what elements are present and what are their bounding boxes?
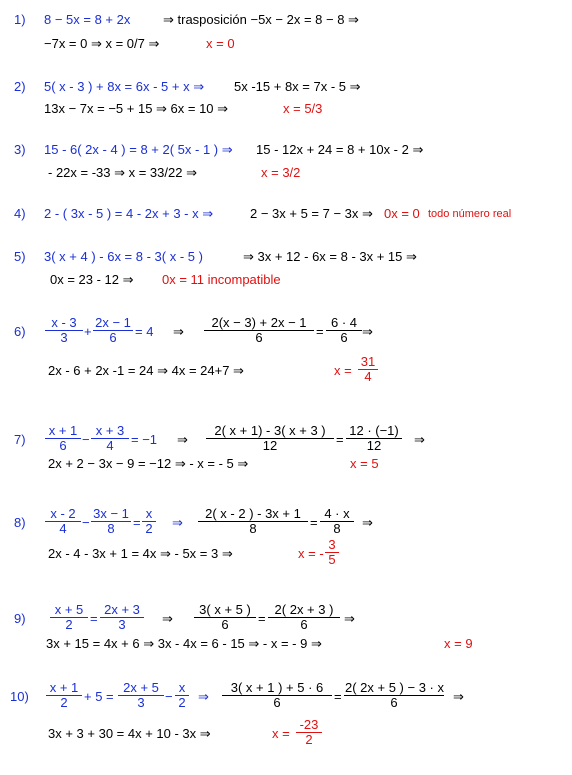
fraction: $\frac{x}{2}$: [175, 681, 189, 710]
fraction: $\frac{12 \cdot (-1)}{12}$: [346, 424, 402, 453]
fraction: $\frac{2x + 5}{3}$: [118, 681, 164, 710]
answer: x = 0: [206, 36, 235, 51]
implies-arrow: ⇒: [414, 432, 425, 447]
fraction: $\frac{x}{2}$: [142, 507, 156, 536]
implies-arrow: ⇒: [177, 432, 188, 447]
step: ⇒ 3x + 12 - 6x = 8 - 3x + 15 ⇒: [243, 249, 417, 264]
implies-arrow: ⇒: [173, 324, 184, 339]
step: 15 - 12x + 24 = 8 + 10x - 2 ⇒: [256, 142, 424, 157]
equation: 3( x + 4 ) - 6x = 8 - 3( x - 5 ): [44, 249, 203, 264]
implies-arrow: ⇒: [362, 324, 373, 339]
answer-label: x =: [272, 726, 290, 741]
fraction: $\frac{x + 1}{2}$: [46, 681, 82, 710]
answer-fraction: $\frac{-23}{2}$: [296, 718, 322, 747]
equation: 5( x - 3 ) + 8x = 6x - 5 + x ⇒: [44, 79, 205, 94]
fraction: $\frac{x - 3}{3}$: [45, 316, 83, 345]
step: ⇒ trasposición −5x − 2x = 8 − 8 ⇒: [163, 12, 359, 27]
problem-number: 1): [14, 12, 26, 27]
equals: = 4: [135, 324, 154, 339]
answer-fraction: $\frac{3}{5}$: [325, 538, 339, 567]
step: 0x = 23 - 12 ⇒: [50, 272, 134, 287]
fraction: $\frac{3( x + 5 )}{6}$: [194, 603, 256, 632]
equation: 15 - 6( 2x - 4 ) = 8 + 2( 5x - 1 ) ⇒: [44, 142, 233, 157]
equals: =: [316, 324, 324, 339]
implies-arrow: ⇒: [453, 689, 464, 704]
step: 2x - 4 - 3x + 1 = 4x ⇒ - 5x = 3 ⇒: [48, 546, 233, 561]
problem-number: 7): [14, 432, 26, 447]
fraction: $\frac{3x - 1}{8}$: [91, 507, 131, 536]
answer: x = 5: [350, 456, 379, 471]
step: 2 − 3x + 5 = 7 − 3x ⇒: [250, 206, 373, 221]
problem-number: 4): [14, 206, 26, 221]
equals: =: [336, 432, 344, 447]
fraction: $\frac{2( 2x + 3 )}{6}$: [268, 603, 340, 632]
step: 2x + 2 − 3x − 9 = −12 ⇒ - x = - 5 ⇒: [48, 456, 249, 471]
answer-fraction: $\frac{31}{4}$: [358, 355, 378, 384]
implies-arrow: ⇒: [162, 611, 173, 626]
fraction: $\frac{x + 1}{6}$: [45, 424, 81, 453]
implies-arrow: ⇒: [172, 515, 183, 530]
equals: =: [334, 689, 342, 704]
problem-number: 10): [10, 689, 29, 704]
answer-label: x = -: [298, 546, 324, 561]
answer: x = 9: [444, 636, 473, 651]
operator: + 5 =: [84, 689, 114, 704]
operator: −: [82, 432, 90, 447]
equals: = −1: [131, 432, 158, 447]
step: 13x − 7x = −5 + 15 ⇒ 6x = 10 ⇒: [44, 101, 229, 116]
fraction: $\frac{2x - 1}{6}$: [93, 316, 133, 345]
equals: =: [90, 611, 98, 626]
equals: =: [133, 515, 141, 530]
answer: x = 3/2: [261, 165, 301, 180]
equals: =: [310, 515, 318, 530]
operator: −: [165, 689, 173, 704]
fraction: $\frac{6 \cdot 4}{6}$: [326, 316, 362, 345]
fraction: $\frac{3( x + 1 ) + 5 \cdot 6}{6}$: [222, 681, 332, 710]
operator: +: [84, 324, 92, 339]
implies-arrow: ⇒: [362, 515, 373, 530]
implies-arrow: ⇒: [198, 689, 209, 704]
problem-number: 5): [14, 249, 26, 264]
problem-number: 6): [14, 324, 26, 339]
step: 3x + 3 + 30 = 4x + 10 - 3x ⇒: [48, 726, 211, 741]
answer: 0x = 0: [384, 206, 420, 221]
answer: x = 5/3: [283, 101, 323, 116]
answer-note: todo número real: [428, 208, 512, 220]
operator: −: [82, 515, 90, 530]
step: 5x -15 + 8x = 7x - 5 ⇒: [234, 79, 361, 94]
equation: 2 - ( 3x - 5 ) = 4 - 2x + 3 - x ⇒: [44, 206, 214, 221]
problem-number: 2): [14, 79, 26, 94]
implies-arrow: ⇒: [344, 611, 355, 626]
fraction: $\frac{2(x - 3) + 2x - 1}{6}$: [204, 316, 314, 345]
answer: 0x = 11 incompatible: [162, 272, 281, 287]
fraction: $\frac{x + 3}{4}$: [91, 424, 129, 453]
fraction: $\frac{2( x + 1) - 3( x + 3 )}{12}$: [206, 424, 334, 453]
fraction: $\frac{2( x - 2 ) - 3x + 1}{8}$: [198, 507, 308, 536]
equation: 8 − 5x = 8 + 2x: [44, 12, 131, 27]
fraction: $\frac{x - 2}{4}$: [45, 507, 81, 536]
fraction: $\frac{2( 2x + 5 ) - 3 \cdot x}{6}$: [345, 680, 444, 710]
answer-label: x =: [334, 363, 352, 378]
fraction: $\frac{4 \cdot x}{8}$: [320, 507, 354, 536]
step: 3x + 15 = 4x + 6 ⇒ 3x - 4x = 6 - 15 ⇒ - x = - 9 ⇒: [46, 636, 322, 651]
step: 2x - 6 + 2x -1 = 24 ⇒ 4x = 24+7 ⇒: [48, 363, 244, 378]
fraction: $\frac{2x + 3}{3}$: [100, 603, 144, 632]
problem-number: 8): [14, 515, 26, 530]
step: - 22x = -33 ⇒ x = 33/22 ⇒: [48, 165, 197, 180]
problem-number: 3): [14, 142, 26, 157]
equals: =: [258, 611, 266, 626]
fraction: $\frac{x + 5}{2}$: [50, 603, 88, 632]
problem-number: 9): [14, 611, 26, 626]
step: −7x = 0 ⇒ x = 0/7 ⇒: [44, 36, 160, 51]
